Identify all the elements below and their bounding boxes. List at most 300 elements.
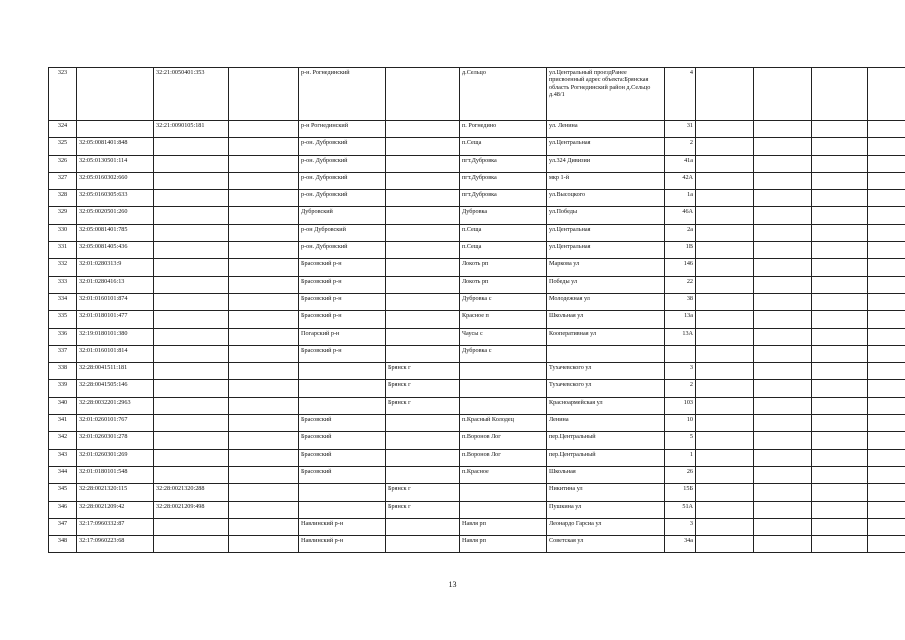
settlement: п.Воронов Лог [460, 449, 547, 466]
row-number: 343 [49, 449, 77, 466]
blank-cell [229, 415, 299, 432]
row-number: 341 [49, 415, 77, 432]
table-row [49, 466, 905, 483]
settlement [460, 380, 547, 397]
cadastral-number: 32:17:0960332:87 [77, 518, 154, 535]
house-number: 46А [665, 207, 696, 224]
cadastral-number-secondary [154, 155, 229, 172]
blank-cell [754, 68, 812, 121]
cadastral-number-secondary [154, 207, 229, 224]
blank-cell [229, 432, 299, 449]
row-number: 324 [49, 121, 77, 138]
street: ул. Ленина [547, 121, 665, 138]
blank-cell [229, 293, 299, 310]
district [299, 397, 386, 414]
table-row [49, 207, 905, 224]
table-row [49, 172, 905, 189]
blank-cell [696, 449, 754, 466]
settlement: Дубровка [460, 207, 547, 224]
city [386, 328, 460, 345]
blank-cell [868, 363, 905, 380]
blank-cell [812, 155, 868, 172]
house-number: 10 [665, 415, 696, 432]
cadastral-number: 32:05:0081401:785 [77, 224, 154, 241]
blank-cell [812, 345, 868, 362]
row-number: 325 [49, 138, 77, 155]
cadastral-number-secondary: 32:21:0050401:353 [154, 68, 229, 121]
cadastral-number: 32:28:0021320:115 [77, 484, 154, 501]
street: ул.Центральный проездРанее присвоенный адрес объекта:Брянская область Рогнединский район д.Сельцо д.48/1 [547, 68, 665, 121]
row-number: 330 [49, 224, 77, 241]
blank-cell [868, 276, 905, 293]
blank-cell [868, 466, 905, 483]
blank-cell [696, 484, 754, 501]
cadastral-number-secondary [154, 293, 229, 310]
blank-cell [754, 190, 812, 207]
blank-cell [229, 121, 299, 138]
street: Красноармейская ул [547, 397, 665, 414]
cadastral-number-secondary [154, 449, 229, 466]
blank-cell [229, 518, 299, 535]
blank-cell [754, 276, 812, 293]
district [299, 363, 386, 380]
blank-cell [696, 397, 754, 414]
blank-cell [868, 449, 905, 466]
row-number: 328 [49, 190, 77, 207]
blank-cell [812, 363, 868, 380]
district: р-он. Дубровский [299, 155, 386, 172]
blank-cell [812, 276, 868, 293]
blank-cell [229, 397, 299, 414]
blank-cell [812, 536, 868, 553]
blank-cell [229, 345, 299, 362]
city [386, 345, 460, 362]
table-row [49, 415, 905, 432]
house-number: 38 [665, 293, 696, 310]
settlement: Дубровка с [460, 345, 547, 362]
street: Школьная ул [547, 311, 665, 328]
cadastral-number: 32:28:0032201:2963 [77, 397, 154, 414]
blank-cell [812, 259, 868, 276]
cadastral-number: 32:01:0180101:548 [77, 466, 154, 483]
blank-cell [868, 432, 905, 449]
street: ул.324 Дивизии [547, 155, 665, 172]
cadastral-number-secondary [154, 397, 229, 414]
settlement: Дубровка с [460, 293, 547, 310]
register-body [49, 68, 905, 553]
district: р-н. Рогнединский [299, 68, 386, 121]
house-number: 2 [665, 380, 696, 397]
street: Ленина [547, 415, 665, 432]
blank-cell [696, 415, 754, 432]
city [386, 293, 460, 310]
settlement: п.Сеща [460, 242, 547, 259]
blank-cell [812, 293, 868, 310]
cadastral-number: 32:28:0041505:146 [77, 380, 154, 397]
street: ул.Центральная [547, 224, 665, 241]
blank-cell [754, 518, 812, 535]
blank-cell [696, 501, 754, 518]
row-number: 323 [49, 68, 77, 121]
blank-cell [812, 449, 868, 466]
blank-cell [696, 432, 754, 449]
settlement: п.Воронов Лог [460, 432, 547, 449]
street: ул.Центральная [547, 138, 665, 155]
cadastral-number-secondary [154, 172, 229, 189]
blank-cell [696, 224, 754, 241]
blank-cell [696, 293, 754, 310]
blank-cell [754, 345, 812, 362]
city [386, 155, 460, 172]
blank-cell [754, 363, 812, 380]
blank-cell [229, 466, 299, 483]
house-number: 34а [665, 536, 696, 553]
street: ул.Высоцкого [547, 190, 665, 207]
blank-cell [229, 363, 299, 380]
city: Брянск г [386, 363, 460, 380]
house-number: 22 [665, 276, 696, 293]
cadastral-number: 32:28:0041511:181 [77, 363, 154, 380]
row-number: 327 [49, 172, 77, 189]
blank-cell [229, 68, 299, 121]
table-row [49, 259, 905, 276]
cadastral-number-secondary [154, 363, 229, 380]
blank-cell [696, 345, 754, 362]
blank-cell [754, 311, 812, 328]
street: Тухачевского ул [547, 380, 665, 397]
blank-cell [868, 415, 905, 432]
blank-cell [868, 224, 905, 241]
settlement: Локоть рп [460, 259, 547, 276]
settlement: Навля рп [460, 536, 547, 553]
house-number: 3 [665, 363, 696, 380]
cadastral-number: 32:17:0960223:68 [77, 536, 154, 553]
blank-cell [812, 466, 868, 483]
row-number: 342 [49, 432, 77, 449]
blank-cell [754, 380, 812, 397]
blank-cell [812, 415, 868, 432]
district: Дубровский [299, 207, 386, 224]
house-number: 146 [665, 259, 696, 276]
cadastral-number-secondary [154, 276, 229, 293]
blank-cell [754, 536, 812, 553]
street: ул.Победы [547, 207, 665, 224]
cadastral-number-secondary: 32:28:0021209:498 [154, 501, 229, 518]
blank-cell [754, 415, 812, 432]
blank-cell [812, 172, 868, 189]
district: Брасовский р-н [299, 293, 386, 310]
blank-cell [868, 328, 905, 345]
table-row [49, 484, 905, 501]
city [386, 242, 460, 259]
district: р-он. Дубровский [299, 190, 386, 207]
city [386, 259, 460, 276]
district: Брасовский р-н [299, 259, 386, 276]
street: Советская ул [547, 536, 665, 553]
cadastral-number-secondary [154, 259, 229, 276]
blank-cell [696, 311, 754, 328]
settlement: п. Рогнедино [460, 121, 547, 138]
cadastral-number: 32:28:0021209:42 [77, 501, 154, 518]
house-number: 2 [665, 138, 696, 155]
blank-cell [229, 536, 299, 553]
blank-cell [754, 242, 812, 259]
blank-cell [812, 518, 868, 535]
street: Тухачевского ул [547, 363, 665, 380]
house-number: 15Б [665, 484, 696, 501]
district: р-он. Дубровский [299, 138, 386, 155]
blank-cell [868, 121, 905, 138]
house-number: 26 [665, 466, 696, 483]
district: Брасовский [299, 415, 386, 432]
cadastral-number-secondary [154, 380, 229, 397]
row-number: 335 [49, 311, 77, 328]
cadastral-number: 32:01:0180101:477 [77, 311, 154, 328]
table-row [49, 293, 905, 310]
blank-cell [868, 172, 905, 189]
city: Брянск г [386, 380, 460, 397]
house-number: 5 [665, 432, 696, 449]
blank-cell [754, 397, 812, 414]
cadastral-number-secondary [154, 518, 229, 535]
blank-cell [696, 207, 754, 224]
blank-cell [812, 190, 868, 207]
blank-cell [754, 328, 812, 345]
table-row [49, 380, 905, 397]
table-row [49, 328, 905, 345]
blank-cell [868, 293, 905, 310]
cadastral-number: 32:19:0180101:380 [77, 328, 154, 345]
row-number: 347 [49, 518, 77, 535]
settlement: Красное п [460, 311, 547, 328]
blank-cell [229, 276, 299, 293]
blank-cell [812, 68, 868, 121]
row-number: 340 [49, 397, 77, 414]
street: Пушкина ул [547, 501, 665, 518]
row-number: 348 [49, 536, 77, 553]
blank-cell [696, 242, 754, 259]
city: Брянск г [386, 501, 460, 518]
row-number: 331 [49, 242, 77, 259]
cadastral-number: 32:05:0160302:660 [77, 172, 154, 189]
blank-cell [754, 449, 812, 466]
settlement: п.Сеща [460, 138, 547, 155]
blank-cell [696, 68, 754, 121]
table-row [49, 121, 905, 138]
street: ул.Центральная [547, 242, 665, 259]
blank-cell [868, 138, 905, 155]
table-row [49, 536, 905, 553]
row-number: 332 [49, 259, 77, 276]
blank-cell [868, 536, 905, 553]
row-number: 329 [49, 207, 77, 224]
street: Леонардо Гарсиа ул [547, 518, 665, 535]
settlement: п.Сеща [460, 224, 547, 241]
city [386, 449, 460, 466]
settlement: пгт.Дубровка [460, 155, 547, 172]
district: р-он. Дубровский [299, 172, 386, 189]
blank-cell [812, 501, 868, 518]
blank-cell [229, 242, 299, 259]
city [386, 466, 460, 483]
blank-cell [696, 328, 754, 345]
blank-cell [696, 380, 754, 397]
blank-cell [754, 121, 812, 138]
blank-cell [868, 311, 905, 328]
district: Навлинский р-н [299, 536, 386, 553]
cadastral-number-secondary [154, 328, 229, 345]
cadastral-number: 32:01:0260301:278 [77, 432, 154, 449]
blank-cell [812, 207, 868, 224]
blank-cell [868, 155, 905, 172]
blank-cell [812, 311, 868, 328]
blank-cell [754, 224, 812, 241]
blank-cell [812, 484, 868, 501]
city: Брянск г [386, 484, 460, 501]
blank-cell [229, 484, 299, 501]
house-number: 13А [665, 328, 696, 345]
city [386, 68, 460, 121]
row-number: 326 [49, 155, 77, 172]
street: Молодежная ул [547, 293, 665, 310]
cadastral-number: 32:01:0160101:874 [77, 293, 154, 310]
street: мкр 1-й [547, 172, 665, 189]
blank-cell [868, 259, 905, 276]
blank-cell [754, 138, 812, 155]
table-row [49, 345, 905, 362]
blank-cell [229, 259, 299, 276]
district: Брасовский р-н [299, 311, 386, 328]
house-number: 51А [665, 501, 696, 518]
cadastral-number-secondary [154, 466, 229, 483]
settlement: Чаусы с [460, 328, 547, 345]
blank-cell [696, 363, 754, 380]
blank-cell [696, 190, 754, 207]
district [299, 380, 386, 397]
house-number: 13а [665, 311, 696, 328]
district [299, 501, 386, 518]
table-row [49, 68, 905, 121]
street: Кооперативная ул [547, 328, 665, 345]
street: пер.Центральный [547, 449, 665, 466]
cadastral-number: 32:01:0160101:814 [77, 345, 154, 362]
district: Погарский р-н [299, 328, 386, 345]
table-row [49, 190, 905, 207]
blank-cell [868, 345, 905, 362]
blank-cell [696, 172, 754, 189]
blank-cell [696, 466, 754, 483]
blank-cell [868, 501, 905, 518]
blank-cell [229, 207, 299, 224]
row-number: 336 [49, 328, 77, 345]
cadastral-number: 32:05:0130501:114 [77, 155, 154, 172]
house-number [665, 345, 696, 362]
house-number: 1а [665, 190, 696, 207]
blank-cell [754, 207, 812, 224]
cadastral-number [77, 121, 154, 138]
settlement: Локоть рп [460, 276, 547, 293]
row-number: 345 [49, 484, 77, 501]
blank-cell [229, 328, 299, 345]
blank-cell [229, 138, 299, 155]
blank-cell [868, 397, 905, 414]
house-number: 41а [665, 155, 696, 172]
house-number: 1 [665, 449, 696, 466]
blank-cell [868, 190, 905, 207]
district: Брасовский р-н [299, 345, 386, 362]
row-number: 334 [49, 293, 77, 310]
blank-cell [696, 259, 754, 276]
blank-cell [229, 380, 299, 397]
blank-cell [696, 121, 754, 138]
cadastral-number-secondary: 32:21:0090105:181 [154, 121, 229, 138]
cadastral-number: 32:01:0260101:767 [77, 415, 154, 432]
table-row [49, 501, 905, 518]
city [386, 518, 460, 535]
district: Навлинский р-н [299, 518, 386, 535]
district [299, 484, 386, 501]
city [386, 207, 460, 224]
blank-cell [754, 501, 812, 518]
blank-cell [229, 501, 299, 518]
cadastral-number-secondary [154, 311, 229, 328]
row-number: 344 [49, 466, 77, 483]
blank-cell [229, 155, 299, 172]
blank-cell [696, 138, 754, 155]
house-number: 1В [665, 242, 696, 259]
blank-cell [812, 138, 868, 155]
blank-cell [812, 224, 868, 241]
settlement: Навля рп [460, 518, 547, 535]
city [386, 138, 460, 155]
blank-cell [229, 311, 299, 328]
district: Брасовский [299, 432, 386, 449]
cadastral-number-secondary [154, 190, 229, 207]
cadastral-number-secondary [154, 345, 229, 362]
cadastral-number-secondary [154, 224, 229, 241]
table-row [49, 155, 905, 172]
settlement: п.Красный Колодец [460, 415, 547, 432]
house-number: 42А [665, 172, 696, 189]
table-row [49, 363, 905, 380]
street: Победы ул [547, 276, 665, 293]
blank-cell [754, 259, 812, 276]
street: Маркова ул [547, 259, 665, 276]
district: Брасовский [299, 466, 386, 483]
settlement [460, 484, 547, 501]
row-number: 337 [49, 345, 77, 362]
cadastral-number: 32:05:0081405:436 [77, 242, 154, 259]
blank-cell [754, 293, 812, 310]
cadastral-number: 32:01:0260301:269 [77, 449, 154, 466]
blank-cell [868, 242, 905, 259]
blank-cell [868, 68, 905, 121]
blank-cell [229, 449, 299, 466]
cadastral-number-secondary [154, 432, 229, 449]
settlement [460, 397, 547, 414]
city [386, 536, 460, 553]
blank-cell [754, 172, 812, 189]
settlement: пгт.Дубровка [460, 190, 547, 207]
settlement [460, 501, 547, 518]
blank-cell [696, 536, 754, 553]
cadastral-number: 32:01:0280416:13 [77, 276, 154, 293]
table-row [49, 224, 905, 241]
cadastral-number-secondary [154, 138, 229, 155]
table-row [49, 449, 905, 466]
cadastral-number: 32:05:0160305:633 [77, 190, 154, 207]
city [386, 276, 460, 293]
